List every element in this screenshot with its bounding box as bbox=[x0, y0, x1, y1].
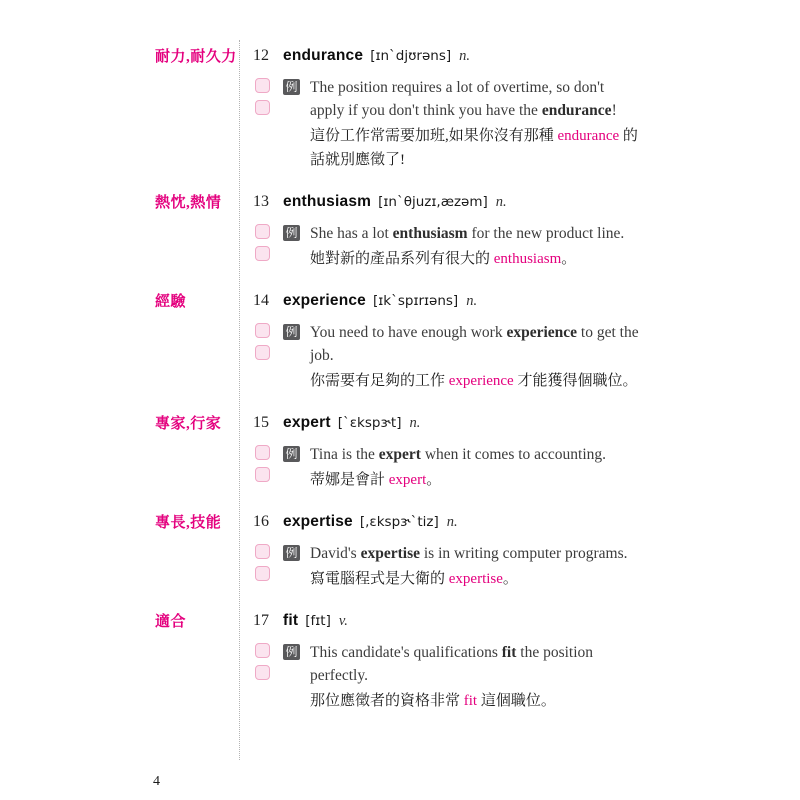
example-sentence-en: This candidate's qualifications fit the position perfectly. bbox=[310, 644, 594, 684]
part-of-speech: n. bbox=[446, 514, 458, 530]
entry-body bbox=[239, 291, 659, 393]
entry-number: 16 bbox=[253, 513, 269, 530]
example-sentence-en: Tina is the expert when it comes to accounting. bbox=[310, 446, 607, 463]
headword: expert bbox=[283, 414, 331, 431]
headword-row bbox=[253, 291, 659, 311]
entry-number: 17 bbox=[253, 612, 269, 629]
example-block bbox=[255, 222, 659, 271]
practice-checkbox[interactable] bbox=[255, 224, 270, 239]
example-content bbox=[283, 641, 643, 713]
ipa-pronunciation: [ɪnˋθjuzɪ,æzəm] bbox=[378, 194, 488, 210]
part-of-speech: n. bbox=[459, 48, 471, 64]
headword-row bbox=[253, 413, 659, 433]
example-sentence-en: You need to have enough work experience to get the job. bbox=[310, 324, 639, 364]
headword: enthusiasm bbox=[283, 193, 372, 210]
headword: endurance bbox=[283, 47, 364, 64]
example-block bbox=[255, 321, 659, 393]
practice-checkbox[interactable] bbox=[255, 665, 270, 680]
entry-number: 15 bbox=[253, 414, 269, 431]
part-of-speech: n. bbox=[495, 194, 507, 210]
practice-checkbox[interactable] bbox=[255, 467, 270, 482]
vocab-entry bbox=[155, 46, 735, 172]
part-of-speech: v. bbox=[338, 613, 348, 629]
checkbox-column bbox=[255, 76, 283, 172]
practice-checkbox[interactable] bbox=[255, 544, 270, 559]
entry-body bbox=[239, 46, 659, 172]
checkbox-column bbox=[255, 443, 283, 492]
example-content bbox=[283, 542, 643, 591]
ipa-pronunciation: [ɪnˋdjʊrəns] bbox=[370, 48, 452, 64]
example-block bbox=[255, 641, 659, 713]
practice-checkbox[interactable] bbox=[255, 345, 270, 360]
example-block bbox=[255, 542, 659, 591]
example-sentence-zh: 你需要有足夠的工作 experience 才能獲得個職位。 bbox=[310, 373, 638, 389]
chinese-gloss: 熱忱,熱情 bbox=[155, 195, 222, 211]
example-block bbox=[255, 76, 659, 172]
entry-number: 13 bbox=[253, 193, 269, 210]
example-sentence-en: David's expertise is in writing computer programs. bbox=[310, 545, 628, 562]
vocab-entry bbox=[155, 291, 735, 393]
practice-checkbox[interactable] bbox=[255, 246, 270, 261]
example-badge: 例 bbox=[283, 225, 300, 241]
ipa-pronunciation: [ɪkˋspɪrɪəns] bbox=[373, 293, 459, 309]
example-badge: 例 bbox=[283, 79, 300, 95]
example-sentence-en: The position requires a lot of overtime, so don't apply if you don't think you have the endurance! bbox=[310, 79, 617, 119]
example-content bbox=[283, 443, 643, 492]
example-sentence-zh: 她對新的產品系列有很大的 enthusiasm。 bbox=[310, 251, 577, 267]
checkbox-column bbox=[255, 542, 283, 591]
entry-number: 14 bbox=[253, 292, 269, 309]
headword-row bbox=[253, 512, 659, 532]
headword-row bbox=[253, 611, 659, 631]
example-badge: 例 bbox=[283, 324, 300, 340]
chinese-gloss: 專長,技能 bbox=[155, 515, 222, 531]
example-badge: 例 bbox=[283, 446, 300, 462]
entry-body bbox=[239, 512, 659, 591]
part-of-speech: n. bbox=[466, 293, 478, 309]
entry-body bbox=[239, 611, 659, 713]
entry-list bbox=[155, 46, 735, 733]
chinese-gloss: 經驗 bbox=[155, 294, 187, 310]
page-number: 4 bbox=[153, 774, 160, 789]
checkbox-column bbox=[255, 222, 283, 271]
practice-checkbox[interactable] bbox=[255, 643, 270, 658]
practice-checkbox[interactable] bbox=[255, 445, 270, 460]
ipa-pronunciation: [ˋɛkspɝt] bbox=[337, 415, 402, 431]
headword: experience bbox=[283, 292, 366, 309]
headword-row bbox=[253, 46, 659, 66]
example-english-row bbox=[283, 443, 643, 466]
example-badge: 例 bbox=[283, 545, 300, 561]
example-english-row bbox=[283, 222, 643, 245]
practice-checkbox[interactable] bbox=[255, 100, 270, 115]
practice-checkbox[interactable] bbox=[255, 566, 270, 581]
ipa-pronunciation: [fɪt] bbox=[305, 613, 331, 629]
example-sentence-zh: 這份工作常需要加班,如果你沒有那種 endurance 的話就別應徵了! bbox=[310, 128, 638, 168]
example-sentence-zh: 寫電腦程式是大衛的 expertise。 bbox=[310, 571, 518, 587]
checkbox-column bbox=[255, 641, 283, 713]
example-english-row bbox=[283, 76, 643, 122]
vocab-entry bbox=[155, 413, 735, 492]
example-content bbox=[283, 321, 643, 393]
checkbox-column bbox=[255, 321, 283, 393]
entry-number: 12 bbox=[253, 47, 269, 64]
example-english-row bbox=[283, 542, 643, 565]
chinese-gloss: 適合 bbox=[155, 614, 187, 630]
part-of-speech: n. bbox=[409, 415, 421, 431]
example-sentence-zh: 那位應徵者的資格非常 fit 這個職位。 bbox=[310, 693, 556, 709]
example-sentence-zh: 蒂娜是會計 expert。 bbox=[310, 472, 442, 488]
practice-checkbox[interactable] bbox=[255, 78, 270, 93]
example-block bbox=[255, 443, 659, 492]
example-english-row bbox=[283, 641, 643, 687]
headword-row bbox=[253, 192, 659, 212]
example-english-row bbox=[283, 321, 643, 367]
example-content bbox=[283, 76, 643, 172]
ipa-pronunciation: [,ɛkspɝˋtiz] bbox=[359, 514, 439, 530]
example-sentence-en: She has a lot enthusiasm for the new product line. bbox=[310, 225, 625, 242]
practice-checkbox[interactable] bbox=[255, 323, 270, 338]
entry-body bbox=[239, 192, 659, 271]
headword: fit bbox=[283, 612, 299, 629]
example-content bbox=[283, 222, 643, 271]
vocab-entry bbox=[155, 512, 735, 591]
chinese-gloss: 專家,行家 bbox=[155, 416, 222, 432]
example-badge: 例 bbox=[283, 644, 300, 660]
entry-body bbox=[239, 413, 659, 492]
vocab-entry bbox=[155, 192, 735, 271]
headword: expertise bbox=[283, 513, 353, 530]
vocab-entry bbox=[155, 611, 735, 713]
chinese-gloss: 耐力,耐久力 bbox=[155, 49, 237, 65]
